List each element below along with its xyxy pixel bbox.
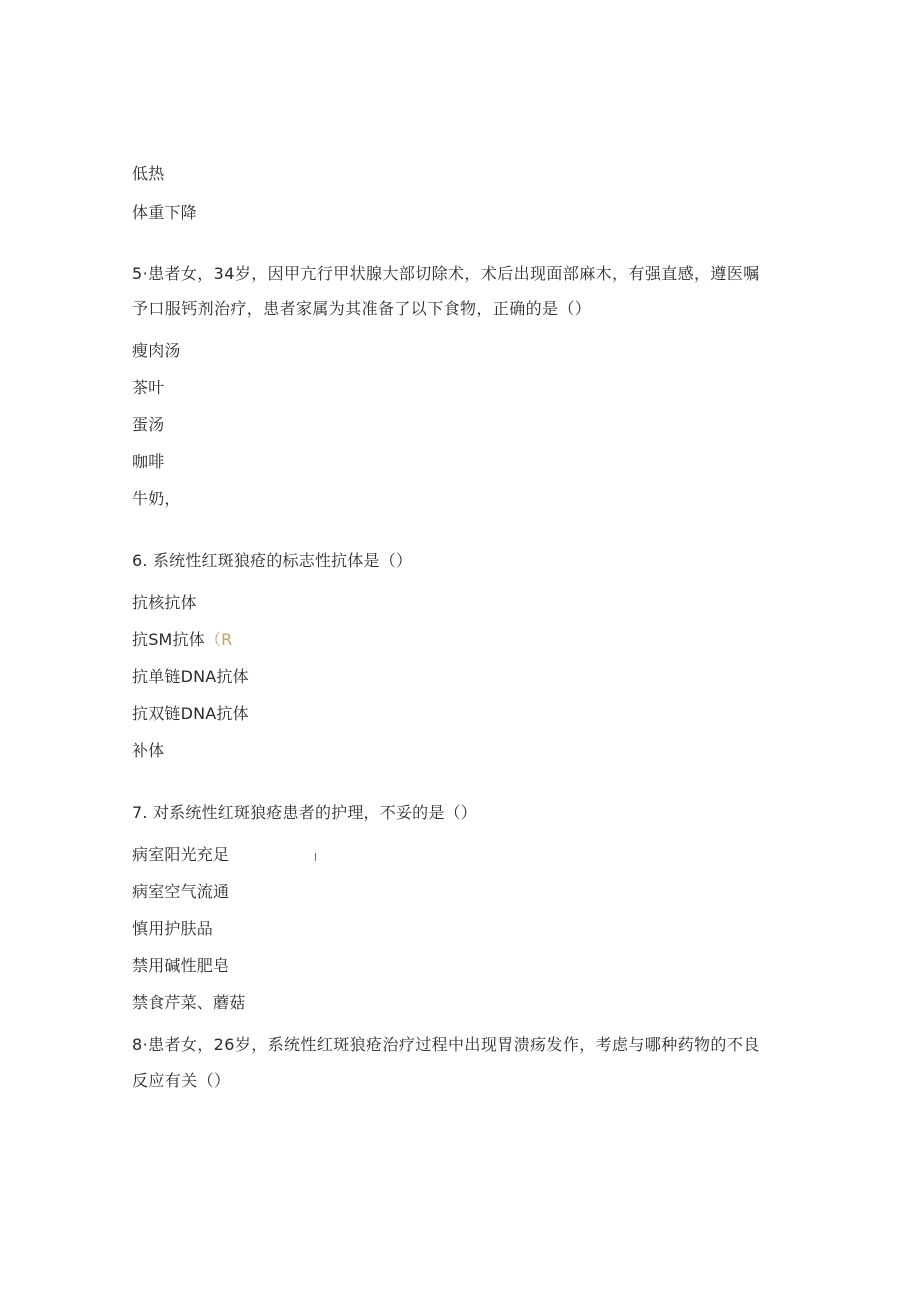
q7-option-b: 病室空气流通	[132, 882, 230, 901]
q4-option-c: 低热	[132, 164, 165, 183]
q6-option-d: 抗双链DNA抗体	[132, 704, 249, 723]
q8-stem-line1: 8·患者女，26岁，系统性红斑狼疮治疗过程中出现胃溃疡发作，考虑与哪种药物的不良	[132, 1035, 760, 1054]
q6-option-a: 抗核抗体	[132, 593, 197, 612]
q6-option-b-mark: （R	[204, 630, 233, 649]
stray-mark	[315, 853, 316, 861]
q7-option-e: 禁食芹菜、蘑菇	[132, 993, 246, 1012]
q7-option-a: 病室阳光充足	[132, 845, 230, 864]
q6-option-e: 补体	[132, 741, 165, 760]
q7-stem: 7. 对系统性红斑狼疮患者的护理，不妥的是（）	[132, 803, 477, 822]
q5-option-e: 牛奶，	[132, 489, 181, 508]
q6-stem: 6. 系统性红斑狼疮的标志性抗体是（）	[132, 551, 413, 570]
q5-option-b: 茶叶	[132, 378, 165, 397]
q5-stem-line1: 5·患者女，34岁，因甲亢行甲状腺大部切除术，术后出现面部麻木，有强直感，遵医嘱	[132, 264, 760, 283]
q5-stem-line2: 予口服钙剂治疗，患者家属为其准备了以下食物，正确的是（）	[132, 299, 592, 318]
q7-option-c: 慎用护肤品	[132, 919, 214, 938]
q5-option-a: 瘦肉汤	[132, 341, 181, 360]
q7-option-d: 禁用碱性肥皂	[132, 956, 230, 975]
q5-option-c: 蛋汤	[132, 415, 165, 434]
q8-stem-line2: 反应有关（）	[132, 1071, 231, 1090]
q6-option-b	[132, 630, 233, 650]
q4-option-d: 体重下降	[132, 203, 197, 222]
q5-option-d: 咖啡	[132, 452, 165, 471]
q6-option-c: 抗单链DNA抗体	[132, 667, 249, 686]
q6-option-b-text: 抗SM抗体	[132, 630, 205, 649]
